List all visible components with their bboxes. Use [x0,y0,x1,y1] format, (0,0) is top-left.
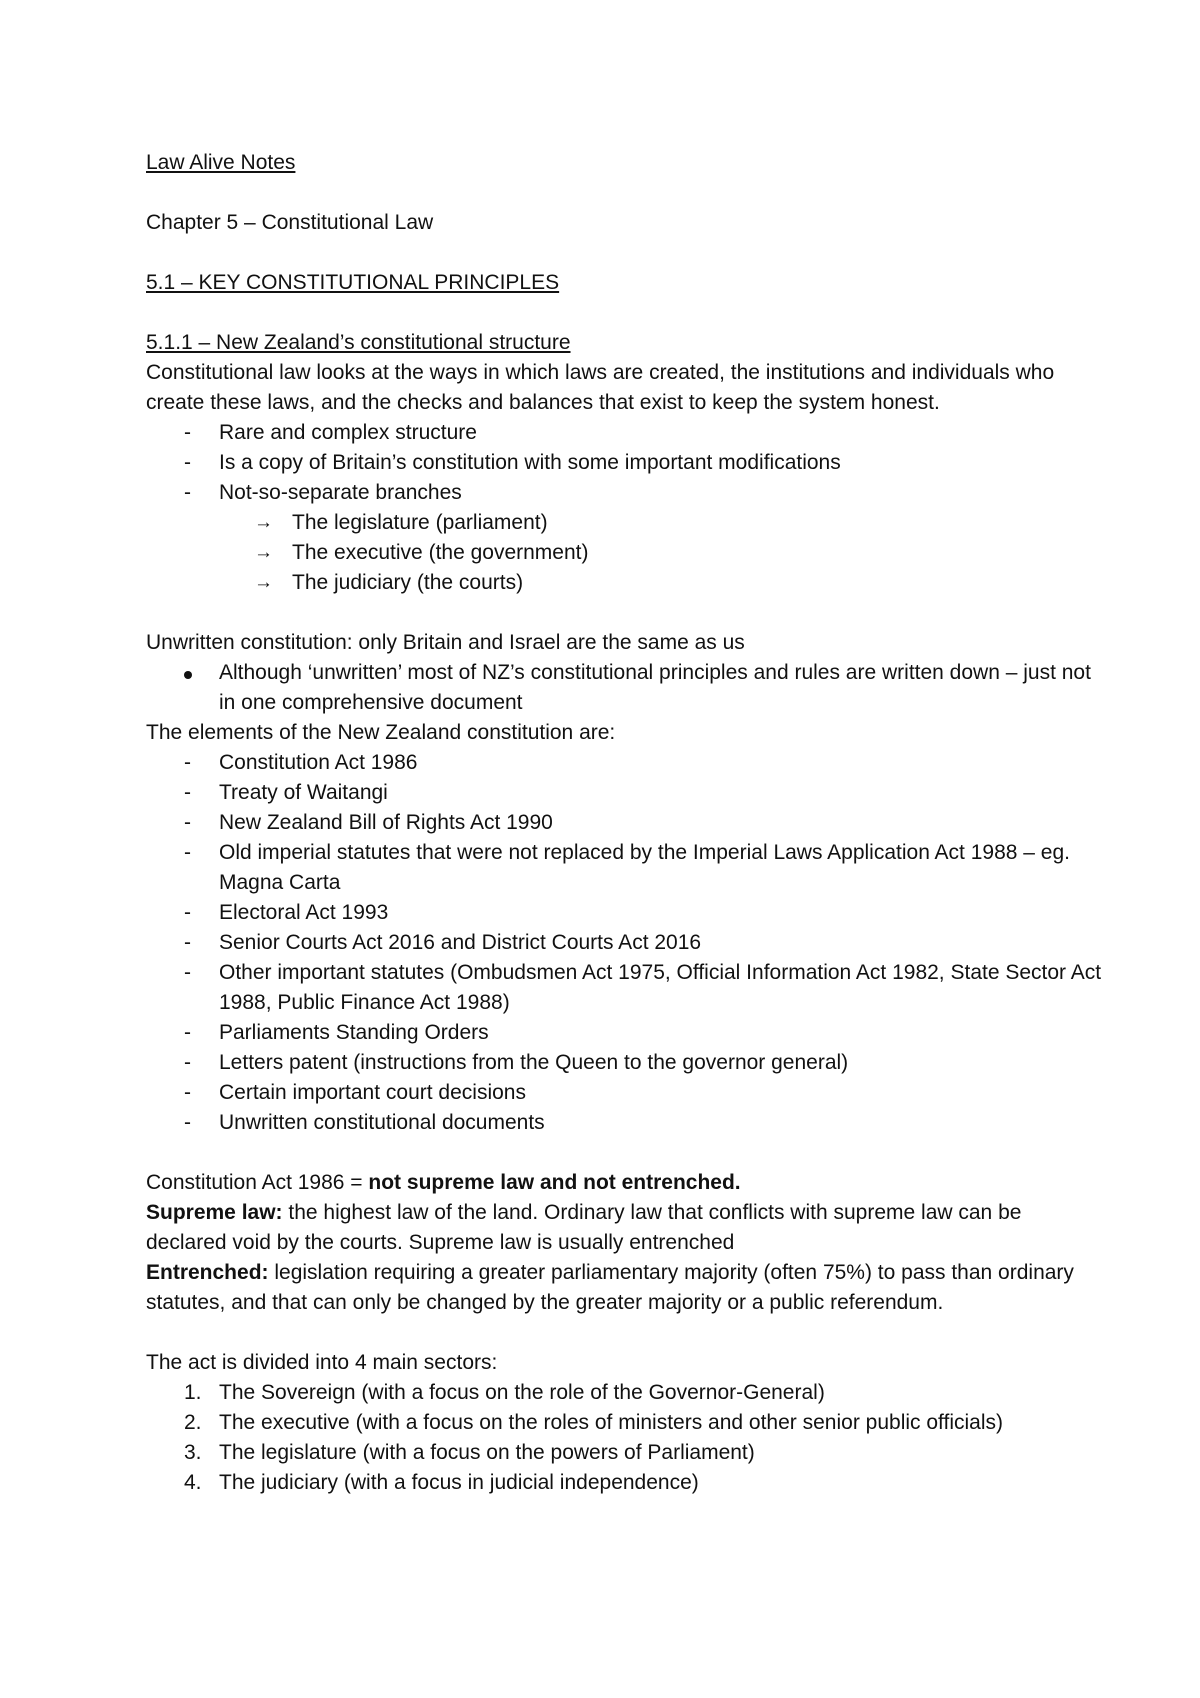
dash-marker: - [184,961,191,984]
dash-marker: - [184,1081,191,1104]
number-marker: 3. [184,1441,202,1464]
entrenched-definition: Entrenched: legislation requiring a greater parliamentary majority (often 75%) to pass than ordinary statutes, and that can only be changed by the greater majority or a public referendum. [146,1261,1074,1314]
sectors-heading: The act is divided into 4 main sectors: [146,1351,498,1374]
list-item: - New Zealand Bill of Rights Act 1990 [146,808,1106,838]
dash-marker: - [184,481,191,504]
bullet-icon [184,658,192,688]
list-item: 2. The executive (with a focus on the roles of ministers and other senior public officials) [146,1408,1106,1438]
list-item: - Treaty of Waitangi [146,778,1106,808]
spacer [146,298,1106,328]
number-marker: 4. [184,1471,202,1494]
dash-marker: - [184,901,191,924]
list-item: - Is a copy of Britain’s constitution with some important modifications [146,448,1106,478]
list-item: - Unwritten constitutional documents [146,1108,1106,1138]
dash-marker: - [184,1021,191,1044]
spacer [146,1318,1106,1348]
chapter-heading: Chapter 5 – Constitutional Law [146,211,434,234]
list-item: → The legislature (parliament) [146,508,1106,538]
list-item: - Constitution Act 1986 [146,748,1106,778]
number-marker: 1. [184,1381,202,1404]
spacer [146,1138,1106,1168]
intro-paragraph: Constitutional law looks at the ways in which laws are created, the institutions and individuals who create these laws, and the checks and balances that exist to keep the system honest. [146,361,1055,414]
list-item: - Rare and complex structure [146,418,1106,448]
number-marker: 2. [184,1411,202,1434]
sectors-list [146,1378,1106,1498]
list-item: - Old imperial statutes that were not replaced by the Imperial Laws Application Act 1988 – eg. Magna Carta [146,838,1106,898]
section-heading: 5.1 – KEY CONSTITUTIONAL PRINCIPLES [146,271,560,294]
document-title: Law Alive Notes [146,151,296,174]
spacer [146,598,1106,628]
list-item: - Electoral Act 1993 [146,898,1106,928]
list-item: 4. The judiciary (with a focus in judicial independence) [146,1468,1106,1498]
supreme-law-definition: Supreme law: the highest law of the land. Ordinary law that conflicts with supreme law can be declared void by the courts. Supreme law is usually entrenched [146,1201,1022,1254]
elements-list [146,748,1106,1138]
list-item: Although ‘unwritten’ most of NZ’s constitutional principles and rules are written down – just not in one comprehensive document [146,658,1106,718]
subsection-heading: 5.1.1 – New Zealand’s constitutional structure [146,331,571,354]
list-item: - Parliaments Standing Orders [146,1018,1106,1048]
dash-marker: - [184,1111,191,1134]
spacer [146,178,1106,208]
dash-marker: - [184,751,191,774]
dash-marker: - [184,841,191,864]
list-item: → The executive (the government) [146,538,1106,568]
list-item: - Certain important court decisions [146,1078,1106,1108]
dash-marker: - [184,451,191,474]
dash-marker: - [184,421,191,444]
dash-marker: - [184,811,191,834]
structure-list [146,418,1106,508]
list-item: → The judiciary (the courts) [146,568,1106,598]
list-item: - Not-so-separate branches [146,478,1106,508]
document-page [146,148,1106,1498]
arrow-icon: → [254,572,273,593]
unwritten-list [146,658,1106,718]
branches-list [146,508,1106,598]
dash-marker: - [184,1051,191,1074]
arrow-icon: → [254,542,273,563]
list-item: 1. The Sovereign (with a focus on the role of the Governor-General) [146,1378,1106,1408]
constitution-act-statement: Constitution Act 1986 = not supreme law and not entrenched. [146,1171,741,1194]
list-item: - Senior Courts Act 2016 and District Courts Act 2016 [146,928,1106,958]
elements-heading: The elements of the New Zealand constitution are: [146,721,616,744]
unwritten-paragraph: Unwritten constitution: only Britain and Israel are the same as us [146,631,745,654]
list-item: 3. The legislature (with a focus on the powers of Parliament) [146,1438,1106,1468]
dash-marker: - [184,781,191,804]
list-item: - Letters patent (instructions from the Queen to the governor general) [146,1048,1106,1078]
arrow-icon: → [254,512,273,533]
spacer [146,238,1106,268]
list-item: - Other important statutes (Ombudsmen Act 1975, Official Information Act 1982, State Sector Act 1988, Public Finance Act 1988) [146,958,1106,1018]
dash-marker: - [184,931,191,954]
